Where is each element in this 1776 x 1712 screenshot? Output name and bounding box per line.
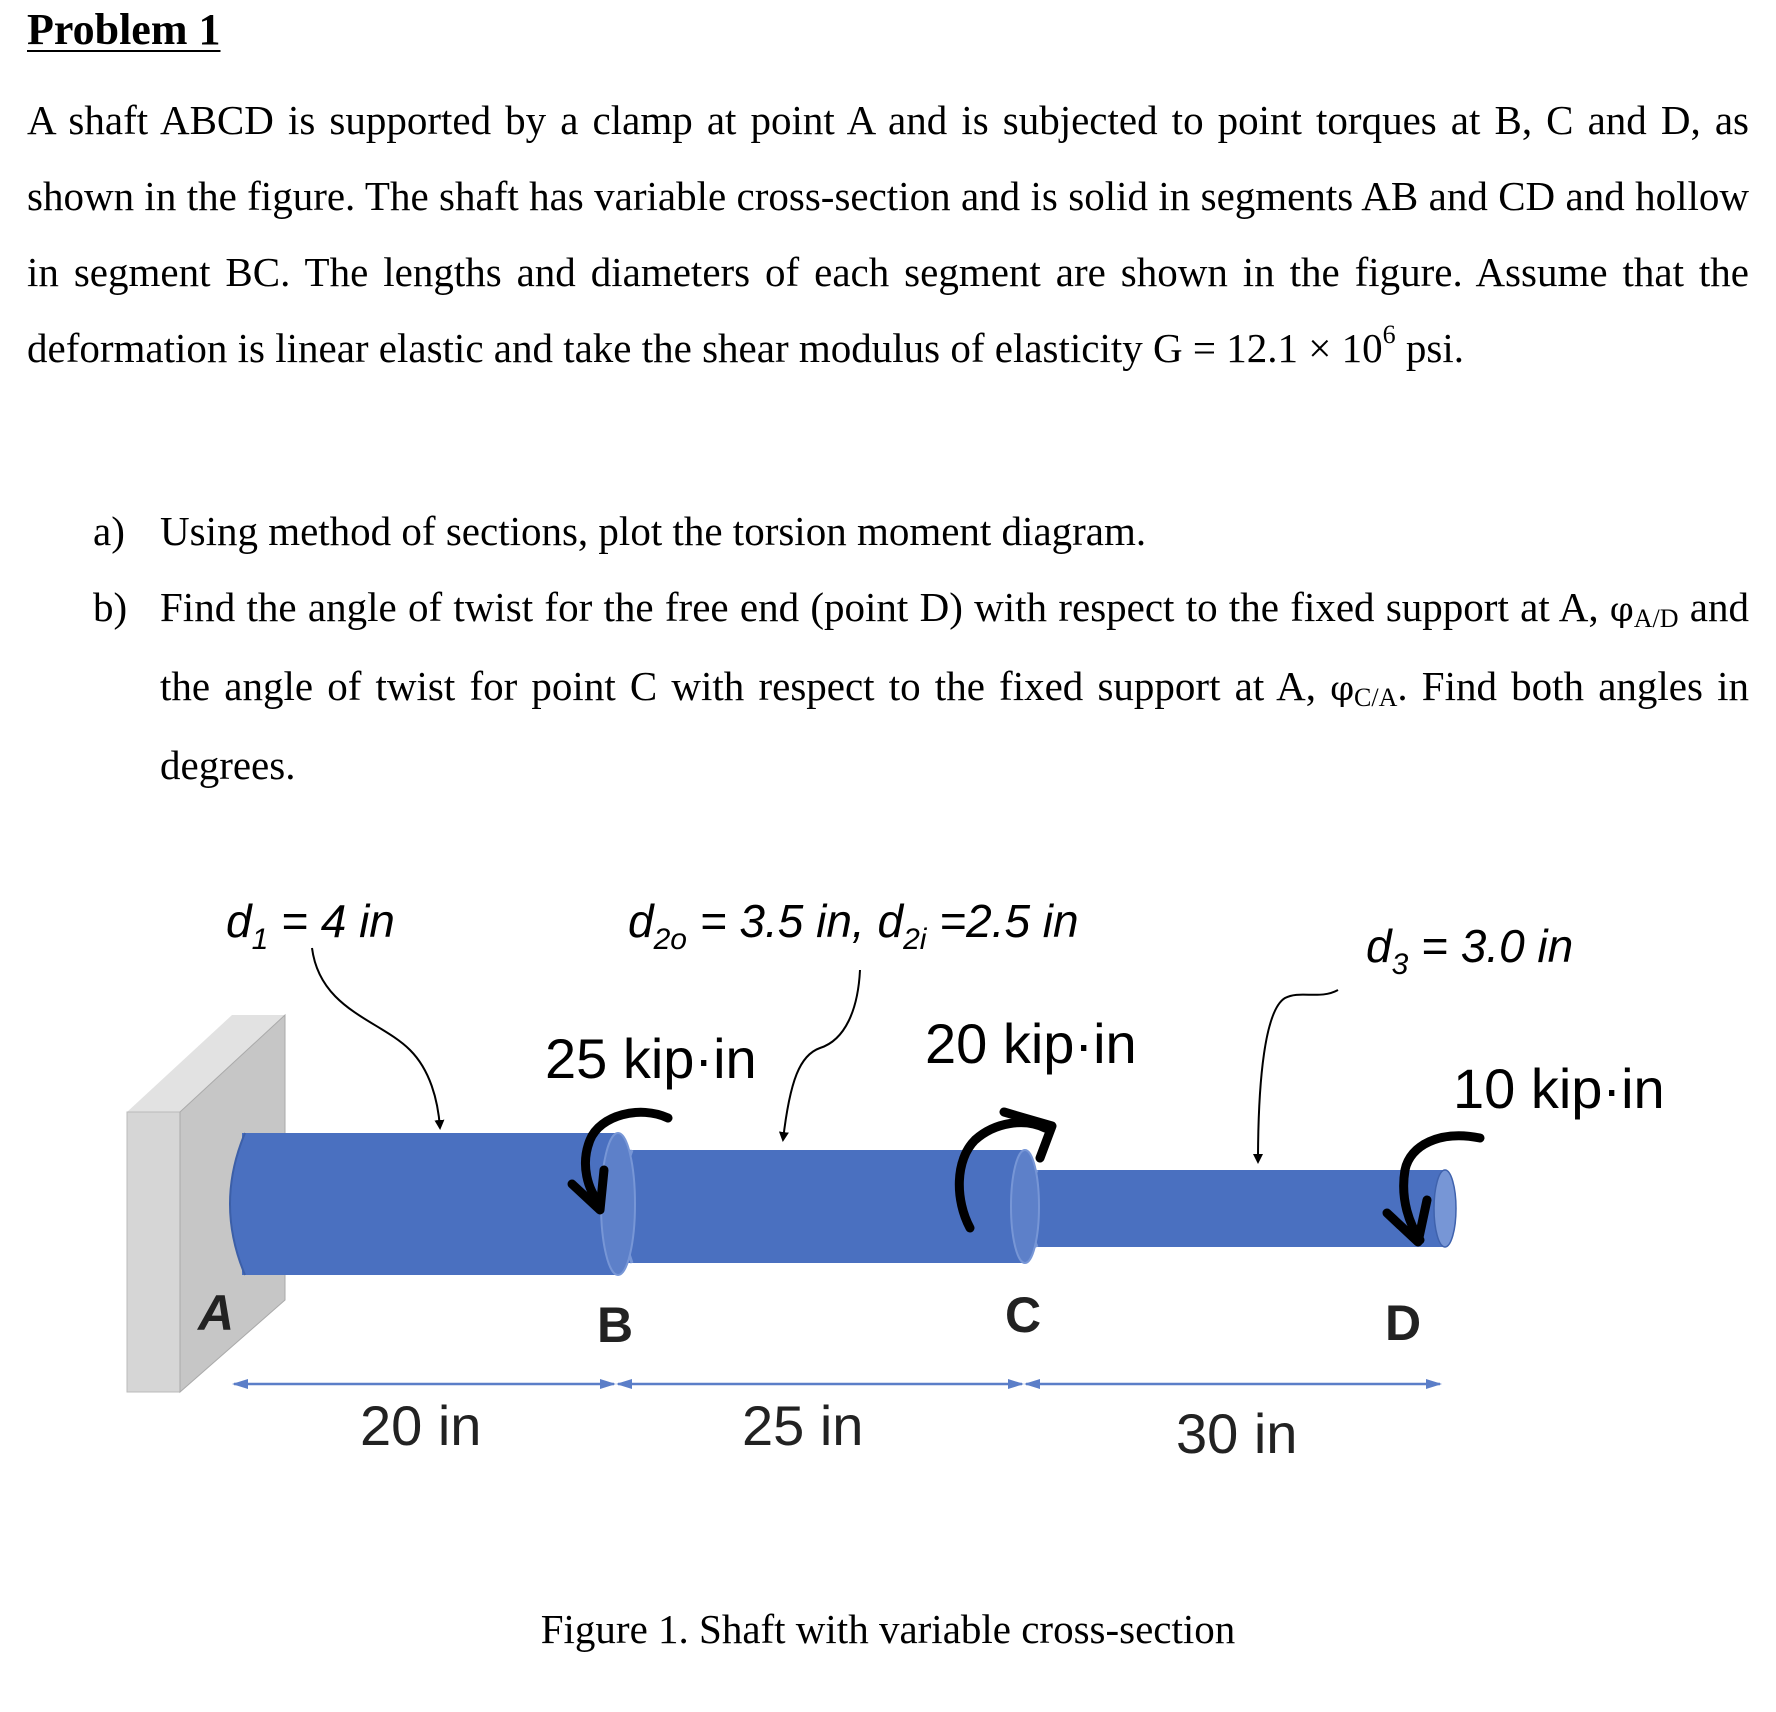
question-text-part: . Find both angles in degrees.: [160, 663, 1749, 788]
torque-label-c: 20 kip·in: [925, 1012, 1137, 1075]
point-label-d: D: [1385, 1295, 1422, 1351]
shaft-segment-bc: [618, 1150, 1039, 1263]
phi-subscript: C/A: [1354, 683, 1398, 712]
question-text-part: Find the angle of twist for the free end (point D) with respect to the fixed support at A,: [160, 584, 1610, 630]
shaft-figure: [0, 880, 1776, 1680]
phi-symbol: φ: [1609, 590, 1634, 630]
label-d2: $d_{2o} = 3.5$ in, $d_{2i} =2.5$ in: [628, 895, 1079, 956]
question-item-a: [93, 493, 1749, 569]
phi-subscript: A/D: [1633, 604, 1679, 633]
length-label-cd: 30 in: [1176, 1402, 1298, 1465]
question-text-part: and the angle of twist for point C with respect to the fixed support at A,: [160, 584, 1749, 709]
point-label-a: A: [198, 1285, 235, 1341]
leader-d1: [312, 948, 440, 1128]
phi-symbol: φ: [1330, 669, 1354, 709]
shaft-segment-cd: [1025, 1170, 1456, 1247]
label-d3: $d_3 = 3.0$ in: [1366, 920, 1574, 981]
exponent: 6: [1382, 320, 1396, 350]
leader-d3: [1258, 990, 1338, 1162]
figure-caption: Figure 1. Shaft with variable cross-section: [540, 1606, 1236, 1652]
statement-text: A shaft ABCD is supported by a clamp at point A and is subjected to point torques at B, C and D, as shown in the figure. The shaft has variable cross-section and is solid in segments AB and CD and hollow in segment BC. The lengths and diameters of each segment are shown in the figure. Assume that the deformation is linear elastic and take the shear modulus of elasticity G = 12.1 × 10: [27, 97, 1749, 371]
length-label-ab: 20 in: [360, 1394, 482, 1457]
torque-label-d: 10 kip·in: [1453, 1057, 1665, 1120]
point-label-b: B: [597, 1297, 634, 1353]
question-marker: a): [93, 508, 125, 554]
leader-d2: [783, 970, 860, 1140]
problem-title: Problem 1: [27, 5, 221, 54]
torque-label-b: 25 kip·in: [545, 1027, 757, 1090]
label-d1: $d_1 = 4$ in: [226, 895, 395, 956]
question-text: [160, 569, 1749, 803]
question-marker: b): [93, 584, 128, 630]
length-label-bc: 25 in: [742, 1394, 864, 1457]
question-list: [93, 493, 1749, 803]
question-item-b: [93, 569, 1749, 803]
statement-units: psi.: [1395, 325, 1464, 371]
point-label-c: C: [1005, 1287, 1042, 1343]
problem-statement: [27, 82, 1749, 386]
question-text: Using method of sections, plot the torsion moment diagram.: [160, 508, 1147, 554]
shaft-segment-ab: [230, 1133, 635, 1275]
